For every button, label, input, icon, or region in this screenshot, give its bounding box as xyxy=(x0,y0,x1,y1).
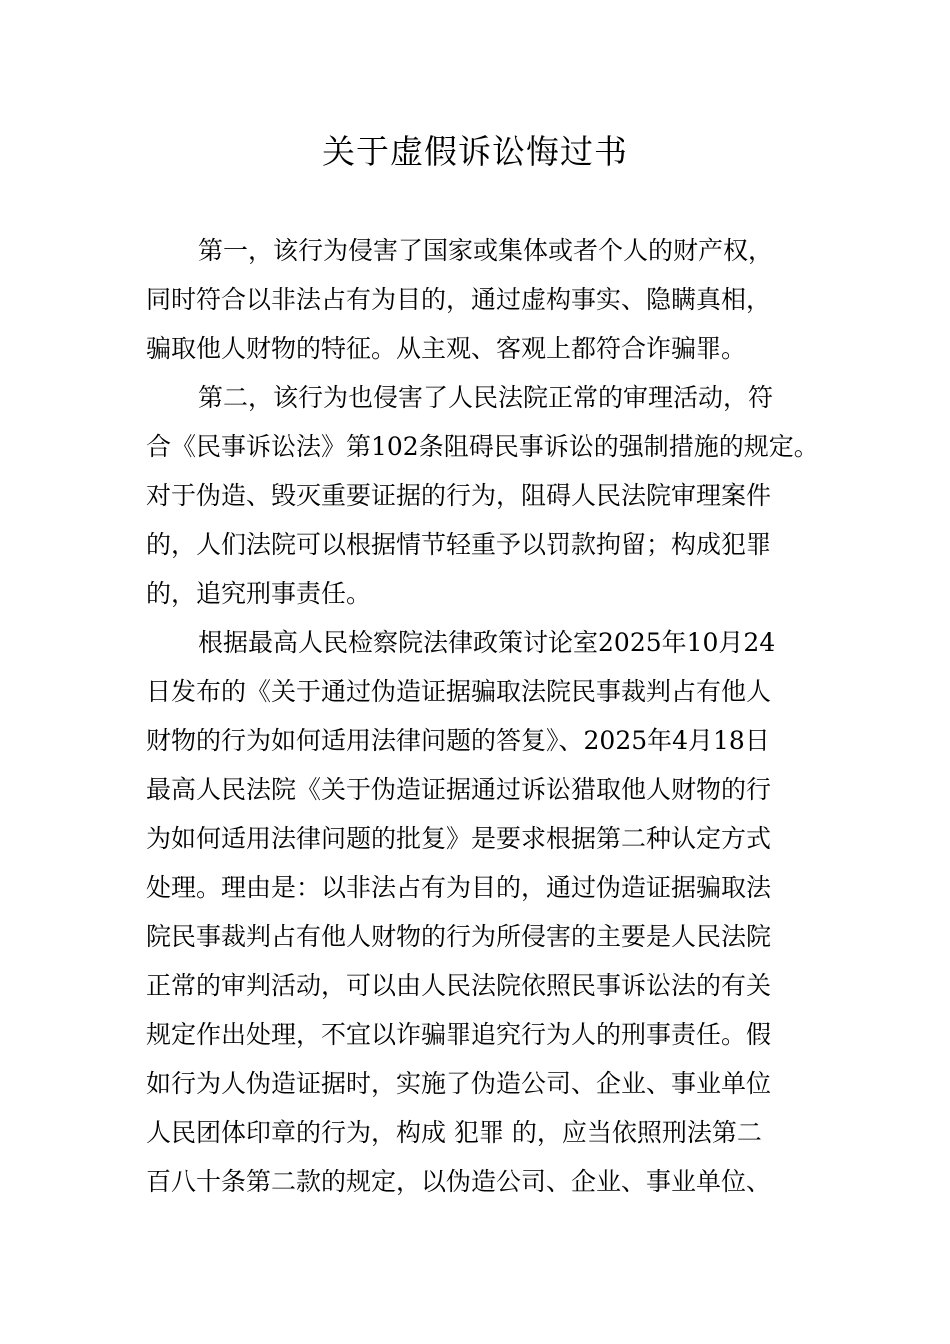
document-body xyxy=(146,226,826,1206)
paragraph-3-line-11: 人民团体印章的行为，构成 犯罪 的，应当依照刑法第二 xyxy=(146,1118,762,1147)
paragraph-1-line-2: 同时符合以非法占有为目的，通过虚构事实、隐瞒真相， xyxy=(146,285,772,314)
paragraph-2-line-1: 第二，该行为也侵害了人民法院正常的审理活动，符 xyxy=(198,383,774,412)
paragraph-3-line-1: 根据最高人民检察院法律政策讨论室2025年10月24 xyxy=(198,628,776,657)
document-title: 关于虚假诉讼悔过书 xyxy=(322,132,628,171)
paragraph-3-line-10: 如行为人伪造证据时，实施了伪造公司、企业、事业单位 xyxy=(146,1069,772,1098)
paragraph-3-line-4: 最高人民法院《关于伪造证据通过诉讼猎取他人财物的行 xyxy=(146,775,772,804)
paragraph-3-line-9: 规定作出处理，不宜以诈骗罪追究行为人的刑事责任。假 xyxy=(146,1020,772,1049)
paragraph-3-line-12: 百八十条第二款的规定，以伪造公司、企业、事业单位、 xyxy=(146,1167,772,1196)
paragraph-1-line-3: 骗取他人财物的特征。从主观、客观上都符合诈骗罪。 xyxy=(146,334,747,363)
paragraph-3-line-6: 处理。理由是：以非法占有为目的，通过伪造证据骗取法 xyxy=(146,873,772,902)
paragraph-1-line-1: 第一，该行为侵害了国家或集体或者个人的财产权， xyxy=(198,236,774,265)
paragraph-2-line-4: 的，人们法院可以根据情节轻重予以罚款拘留；构成犯罪 xyxy=(146,530,772,559)
paragraph-3-line-3: 财物的行为如何适用法律问题的答复》、2025年4月18日 xyxy=(146,726,770,755)
paragraph-2-line-5: 的，追究刑事责任。 xyxy=(146,579,372,608)
paragraph-2-line-3: 对于伪造、毁灭重要证据的行为，阻碍人民法院审理案件 xyxy=(146,481,772,510)
paragraph-2-line-2: 合《民事诉讼法》第102条阻碍民事诉讼的强制措施的规定。 xyxy=(146,432,819,461)
paragraph-3-line-2: 日发布的《关于通过伪造证据骗取法院民事裁判占有他人 xyxy=(146,677,772,706)
paragraph-3-line-8: 正常的审判活动，可以由人民法院依照民事诉讼法的有关 xyxy=(146,971,772,1000)
paragraph-3-line-7: 院民事裁判占有他人财物的行为所侵害的主要是人民法院 xyxy=(146,922,772,951)
paragraph-3-line-5: 为如何适用法律问题的批复》是要求根据第二种认定方式 xyxy=(146,824,772,853)
